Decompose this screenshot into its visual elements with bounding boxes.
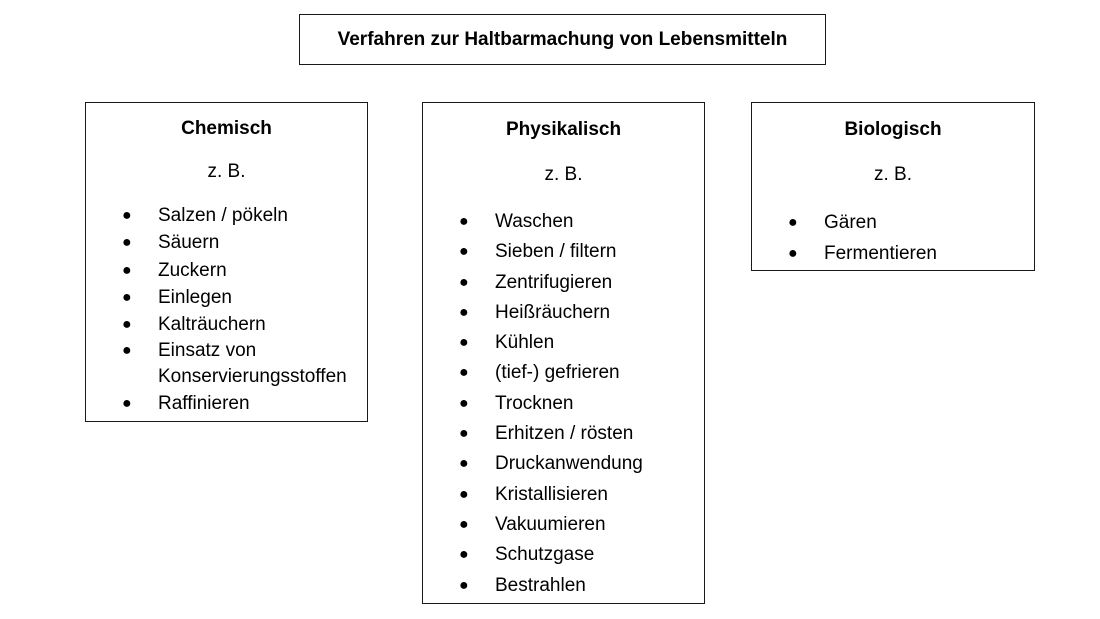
- list-item: ● Kalträuchern: [86, 311, 386, 338]
- bullet-icon: ●: [122, 261, 132, 279]
- bullet-icon: ●: [459, 273, 469, 291]
- list-item: ● Kristallisieren: [423, 480, 706, 510]
- list-item: ● Kühlen: [423, 328, 706, 358]
- bullet-icon: ●: [459, 303, 469, 321]
- category-box-biologisch: [751, 102, 1035, 271]
- bullet-icon: ●: [122, 234, 132, 252]
- list-item: ● Einlegen: [86, 284, 386, 311]
- bullet-icon: ●: [459, 485, 469, 503]
- list-item: ● Salzen / pökeln: [86, 202, 386, 229]
- example-label-biologisch: z. B.: [873, 164, 912, 185]
- bullet-icon: ●: [122, 316, 132, 334]
- example-label-physikalisch: z. B.: [544, 164, 583, 185]
- list-item: ● Fermentieren: [752, 238, 1036, 269]
- bullet-icon: ●: [459, 425, 469, 443]
- bullet-icon: ●: [459, 455, 469, 473]
- list-item: ● Einsatz von Konservierungsstoffen: [122, 340, 347, 388]
- list-item: ● Gären: [752, 207, 1036, 238]
- title-box: [299, 14, 826, 65]
- list-item: ● Schutzgase: [423, 540, 706, 570]
- item-list-physikalisch: [423, 207, 706, 601]
- bullet-icon: ●: [459, 515, 469, 533]
- list-item: ● (tief-) gefrieren: [423, 358, 706, 388]
- bullet-icon: ●: [122, 342, 132, 360]
- list-item: ● Trocknen: [423, 389, 706, 419]
- bullet-icon: ●: [459, 334, 469, 352]
- list-item: ● Erhitzen / rösten: [423, 419, 706, 449]
- category-heading-biologisch: Biologisch: [844, 119, 942, 140]
- bullet-icon: ●: [122, 207, 132, 224]
- category-box-physikalisch: [422, 102, 705, 604]
- diagram-title: Verfahren zur Haltbarmachung von Lebensmitteln: [337, 28, 788, 50]
- bullet-icon: ●: [459, 576, 469, 594]
- list-item: ● Vakuumieren: [423, 510, 706, 540]
- item-list-chemisch: [86, 202, 386, 418]
- list-item: ● Heißräuchern: [423, 298, 706, 328]
- category-box-chemisch: [85, 102, 368, 422]
- example-label-chemisch: z. B.: [207, 161, 246, 182]
- bullet-icon: ●: [459, 394, 469, 412]
- list-item: ● Bestrahlen: [423, 571, 706, 601]
- list-item: ● Zuckern: [86, 257, 386, 284]
- list-item: ● Druckanwendung: [423, 449, 706, 479]
- bullet-icon: ●: [122, 395, 132, 413]
- bullet-icon: ●: [459, 243, 469, 261]
- bullet-icon: ●: [788, 245, 798, 262]
- bullet-icon: ●: [122, 288, 132, 306]
- list-item: ● Raffinieren: [86, 390, 386, 417]
- list-item: ● Waschen: [423, 207, 706, 237]
- bullet-icon: ●: [459, 364, 469, 382]
- list-item: ● Säuern: [86, 229, 386, 256]
- category-heading-physikalisch: Physikalisch: [505, 119, 622, 140]
- category-heading-chemisch: Chemisch: [181, 118, 272, 139]
- item-list-biologisch: [752, 207, 1036, 269]
- bullet-icon: ●: [788, 214, 798, 231]
- list-item: ● Sieben / filtern: [423, 237, 706, 267]
- list-item: ● Zentrifugieren: [423, 268, 706, 298]
- bullet-icon: ●: [459, 213, 469, 230]
- bullet-icon: ●: [459, 546, 469, 564]
